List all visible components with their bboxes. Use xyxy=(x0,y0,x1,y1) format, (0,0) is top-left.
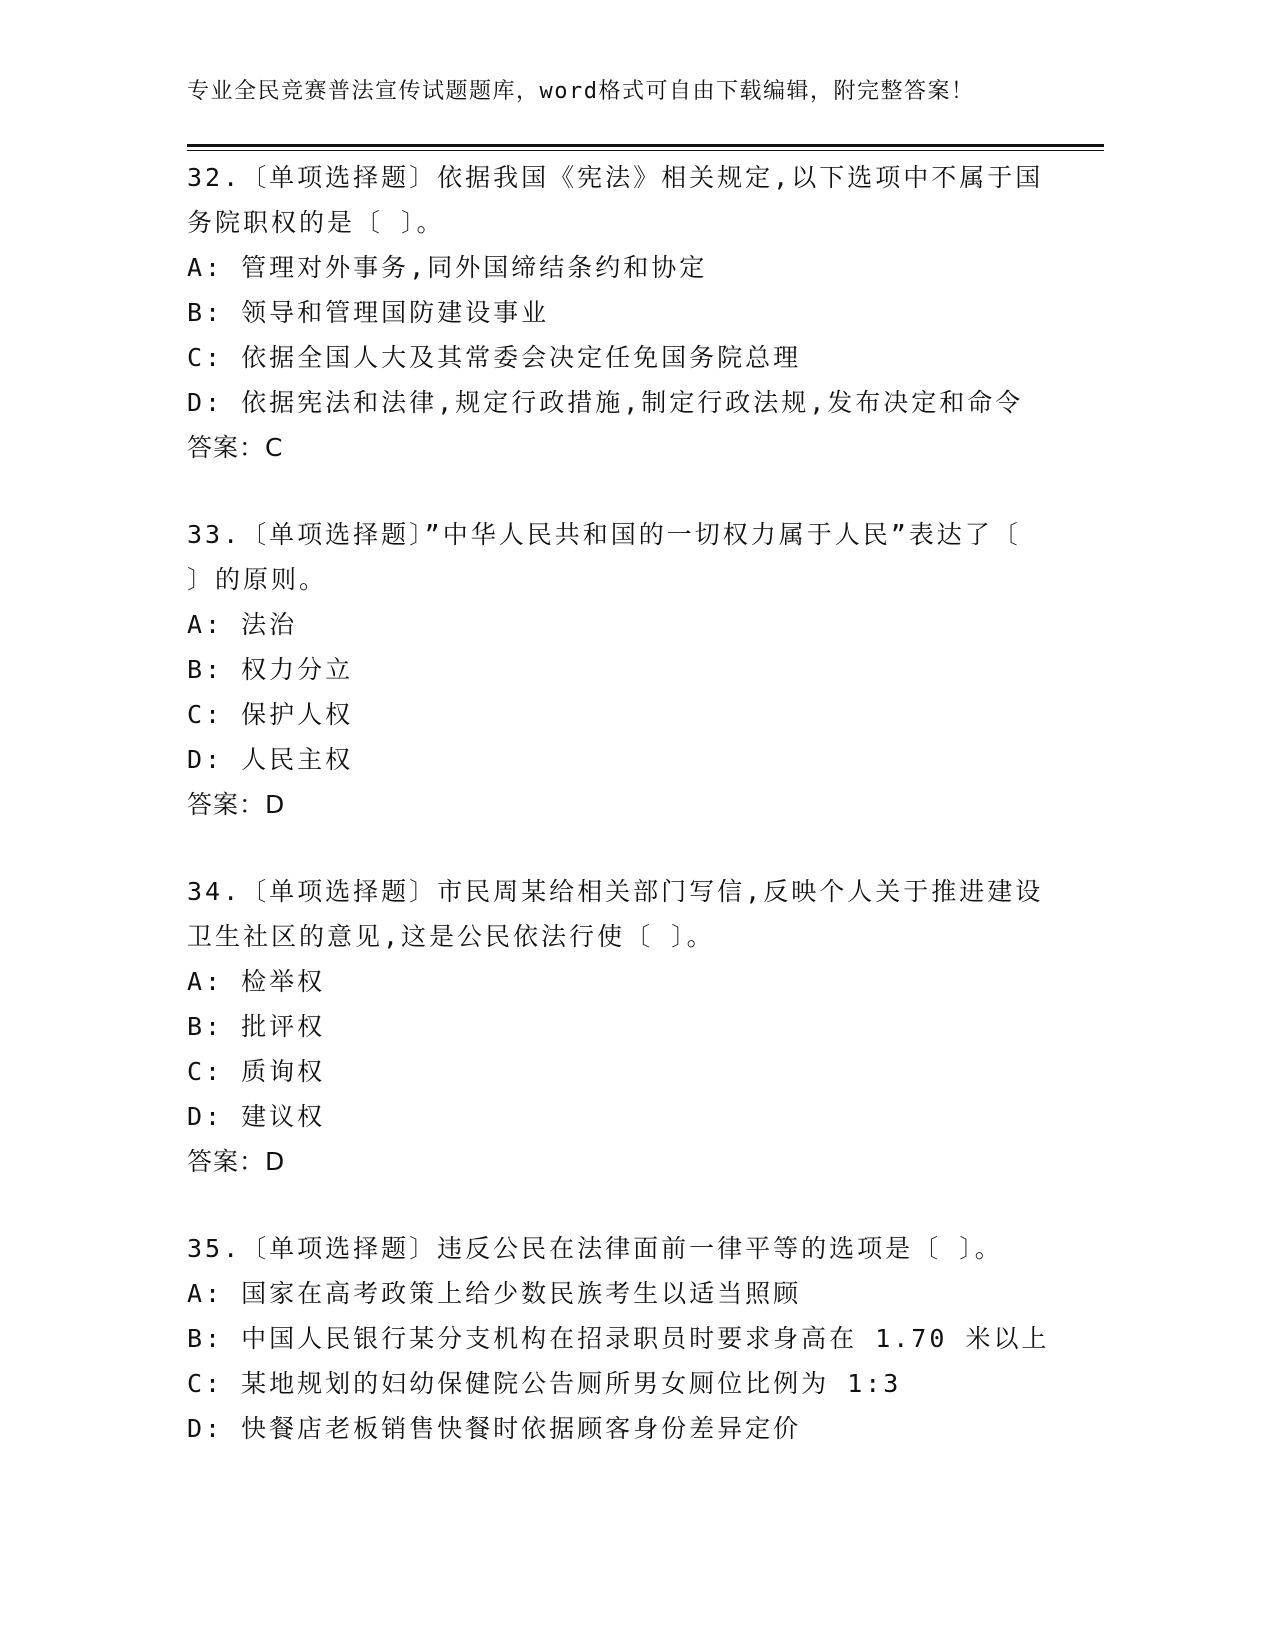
answer-line: 答案：C xyxy=(187,433,284,462)
option-c: C: 依据全国人大及其常委会决定任免国务院总理 xyxy=(187,343,802,372)
question-stem-line: 卫生社区的意见,这是公民依法行使〔 〕。 xyxy=(187,922,715,951)
option-b: B: 权力分立 xyxy=(187,655,354,684)
option-b: B: 中国人民银行某分支机构在招录职员时要求身高在 1.70 米以上 xyxy=(187,1324,1050,1353)
option-b: B: 领导和管理国防建设事业 xyxy=(187,298,550,327)
question-stem-line: 32.〔单项选择题〕依据我国《宪法》相关规定,以下选项中不属于国 xyxy=(187,163,1044,192)
question-32 xyxy=(187,155,1067,470)
option-d: D: 依据宪法和法律,规定行政措施,制定行政法规,发布决定和命令 xyxy=(187,388,1024,417)
option-c: C: 某地规划的妇幼保健院公告厕所男女厕位比例为 1:3 xyxy=(187,1369,902,1398)
question-list xyxy=(187,155,1067,1493)
question-stem-line: 〕的原则。 xyxy=(187,565,328,594)
header-rule-thick xyxy=(187,144,1104,147)
option-c: C: 保护人权 xyxy=(187,700,354,729)
question-33 xyxy=(187,512,1067,827)
option-b: B: 批评权 xyxy=(187,1012,326,1041)
header-text: 专业全民竞赛普法宣传试题题库，word格式可自由下载编辑，附完整答案！ xyxy=(187,79,975,104)
question-stem-line: 34.〔单项选择题〕市民周某给相关部门写信,反映个人关于推进建设 xyxy=(187,877,1044,906)
option-a: A: 法治 xyxy=(187,610,298,639)
option-d: D: 快餐店老板销售快餐时依据顾客身份差异定价 xyxy=(187,1414,802,1443)
question-stem-line: 33.〔单项选择题〕”中华人民共和国的一切权力属于人民”表达了〔 xyxy=(187,520,1021,549)
option-d: D: 人民主权 xyxy=(187,745,354,774)
question-35 xyxy=(187,1226,1067,1451)
option-a: A: 管理对外事务,同外国缔结条约和协定 xyxy=(187,253,708,282)
answer-line: 答案：D xyxy=(187,1147,286,1176)
option-d: D: 建议权 xyxy=(187,1102,326,1131)
question-stem-line: 35.〔单项选择题〕违反公民在法律面前一律平等的选项是〔 〕。 xyxy=(187,1234,1003,1263)
option-a: A: 检举权 xyxy=(187,967,326,996)
answer-line: 答案：D xyxy=(187,790,286,819)
question-34 xyxy=(187,869,1067,1184)
option-c: C: 质询权 xyxy=(187,1057,326,1086)
option-a: A: 国家在高考政策上给少数民族考生以适当照顾 xyxy=(187,1279,802,1308)
header-rule-thin xyxy=(187,150,1104,151)
question-stem-line: 务院职权的是〔 〕。 xyxy=(187,208,445,237)
